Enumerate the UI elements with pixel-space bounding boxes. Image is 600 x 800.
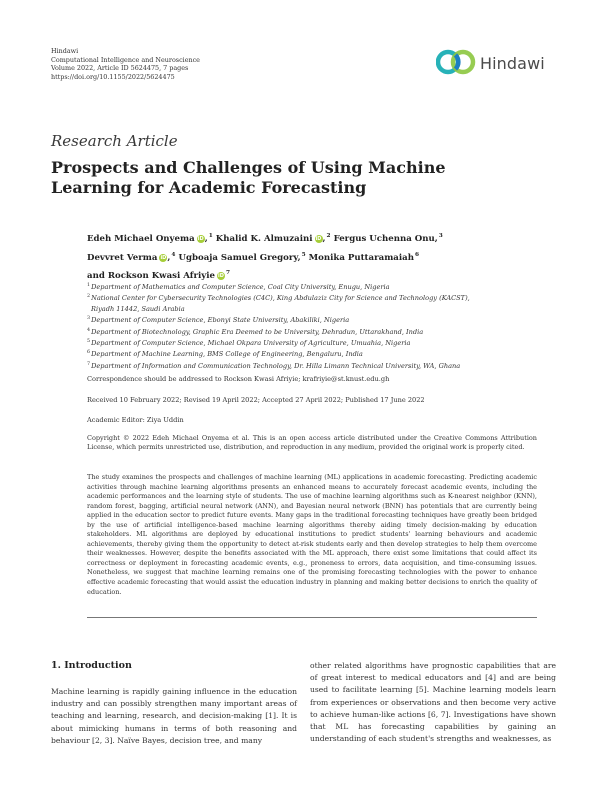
affiliation: [87, 348, 537, 359]
author-separator: ,: [167, 252, 171, 263]
affiliation-number: 5: [87, 339, 91, 345]
author-joiner: and: [87, 271, 108, 281]
author-list: [87, 229, 527, 285]
affiliation-number: 3: [87, 316, 91, 322]
author-name[interactable]: Fergus Uchenna Onu: [333, 234, 435, 244]
journal-meta: [51, 47, 200, 81]
author-name[interactable]: Rockson Kwasi Afriyie: [107, 271, 215, 281]
column-left: [51, 660, 297, 747]
author-separator: ,: [204, 234, 208, 244]
hindawi-logo[interactable]: [436, 44, 556, 80]
affiliation-number: 6: [87, 350, 91, 356]
copyright-notice: Copyright © 2022 Edeh Michael Onyema et al. This is an open access article distributed under the Creative Commons Attribution License, which permits unrestricted use, distribution, and reproduction in any medium, provided the original work is properly cited.: [87, 434, 537, 452]
author-name[interactable]: Monika Puttaramaiah: [308, 252, 414, 263]
article-type: Research Article: [51, 132, 178, 150]
affiliation: [87, 281, 537, 292]
affiliation-number: 7: [87, 361, 91, 367]
affiliation-marker: 5: [301, 251, 306, 258]
journal-name: Computational Intelligence and Neuroscience: [51, 55, 200, 64]
author-name[interactable]: Edeh Michael Onyema: [87, 234, 195, 244]
affiliation-number: 1: [87, 283, 91, 288]
orcid-icon[interactable]: iD: [315, 236, 322, 242]
author-name[interactable]: Khalid K. Almuzaini: [215, 234, 313, 244]
affiliation-marker: 3: [438, 233, 443, 239]
intro-paragraph-right: other related algorithms have prognostic capabilities that are of great interest to medical educators and [4] and are being used to facilitate learning [5]. Machine learning models learn from experiences or observations and then become very active to achieve human-like actions [6, 7]. Investigations have shown that ML has forecasting capabilities by gaining an understanding of each student's strengths and weaknesses, as: [310, 661, 556, 744]
orcid-icon[interactable]: iD: [160, 254, 167, 261]
affiliation-marker: 6: [414, 251, 419, 258]
abstract: The study examines the prospects and challenges of machine learning (ML) applications in academic forecasting. Predicting academic activities through machine learning algorithms presents an enhanced means to accurately forecast academic events, including the academic performances and the learning style of students. The use of machine learning algorithms such as K-nearest neighbor (KNN), random forest, bagging, artificial neural network (ANN), and Bayesian neural network (BNN) has potentials that are currently being applied in the education sector to predict future events. Many gaps in the traditional forecasting techniques have greatly been bridged by the use of artificial intelligence-based machine learning algorithms thereby aiding timely decision-making by education stakeholders. ML algorithms are deployed by educational institutions to predict students' learning behaviours and academic achievements, thereby giving them the opportunity to detect at-risk students early and then develop strategies to help them overcome their weaknesses. However, despite the benefits associated with the ML approach, there exist some limitations that could affect its correctness or deployment in forecasting academic events, e.g., proneness to errors, data acquisition, and time-consuming issues. Nonetheless, we suggest that machine learning remains one of the promising forecasting technologies with the power to enhance effective academic forecasting that would assist the education industry in planning and making better decisions to enrich the quality of education.: [87, 473, 537, 596]
affiliation-number: 4: [87, 327, 91, 333]
correspondence: Correspondence should be addressed to Rockson Kwasi Afriyie; krafriyie@st.knust.edu.gh: [87, 375, 390, 383]
affiliation-text: National Center for Cybersecurity Technologies (C4C), King Abdulaziz City for Science and Technology (KACST),: [91, 294, 470, 303]
section-heading: 1. Introduction: [51, 660, 132, 671]
affiliation-text: Department of Computer Science, Ebonyi State University, Abakiliki, Nigeria: [91, 316, 350, 325]
orcid-icon[interactable]: iD: [197, 236, 204, 242]
author-separator: ,: [297, 252, 301, 263]
affiliation-text: Department of Machine Learning, BMS College of Engineering, Bengaluru, India: [91, 350, 363, 359]
affiliation-marker: 1: [208, 233, 213, 239]
doi-link[interactable]: https://doi.org/10.1155/2022/5624475: [51, 72, 175, 81]
affiliation-marker: 2: [326, 233, 331, 239]
author-name[interactable]: Devvret Verma: [87, 252, 158, 263]
intro-paragraph-left: Machine learning is rapidly gaining influence in the education industry and can possibly strengthen many important areas of teaching and learning, research, and decision-making [1]. It is about mimicking humans in terms of both reasoning and behaviour [2, 3]. Naïve Bayes, decision tree, and many: [51, 687, 297, 745]
academic-editor: Academic Editor: Ziya Uddin: [87, 416, 184, 424]
affiliation: [87, 360, 537, 371]
affiliation-text: Department of Computer Science, Michael Okpara University of Agriculture, Umuahia, Nigeria: [91, 339, 411, 348]
affiliation-list: [87, 281, 537, 371]
author-separator: ,: [322, 234, 326, 244]
hindawi-logo-icon: [436, 47, 476, 77]
author-name[interactable]: Ugboaja Samuel Gregory: [178, 252, 298, 263]
orcid-icon[interactable]: iD: [218, 273, 224, 279]
affiliation: [87, 326, 537, 337]
affiliation-text: Department of Information and Communication Technology, Dr. Hilla Limann Technical University, WA, Ghana: [91, 361, 461, 370]
affiliation: [87, 337, 537, 348]
affiliation-text: Department of Biotechnology, Graphic Era Deemed to be University, Dehradun, Uttarakhand, India: [91, 327, 424, 336]
affiliation-marker: 4: [171, 251, 176, 258]
column-right: [310, 660, 556, 745]
affiliation-marker: 7: [225, 270, 231, 276]
author-separator: ,: [434, 234, 438, 244]
affiliation-number: 2: [87, 294, 91, 300]
section-divider: [87, 617, 537, 618]
publisher-name: Hindawi: [51, 47, 79, 55]
affiliation-continuation: Riyadh 11442, Saudi Arabia: [91, 304, 185, 313]
affiliation: [87, 292, 537, 303]
article-dates: Received 10 February 2022; Revised 19 April 2022; Accepted 27 April 2022; Published 17 June 2022: [87, 396, 425, 404]
volume-info: Volume 2022, Article ID 5624475, 7 pages: [51, 64, 189, 73]
affiliation: [87, 314, 537, 325]
article-title: Prospects and Challenges of Using Machine Learning for Academic Forecasting: [51, 158, 446, 197]
brand-name: Hindawi: [480, 54, 545, 73]
affiliation-text: Department of Mathematics and Computer Science, Coal City University, Enugu, Nigeria: [91, 283, 390, 291]
